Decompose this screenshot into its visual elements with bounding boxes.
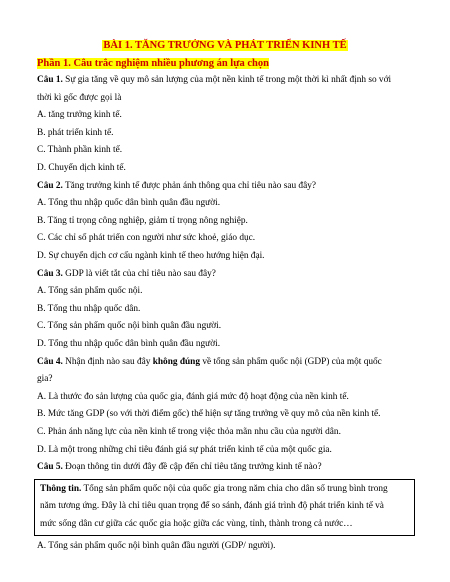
- question-1: [37, 74, 417, 86]
- question-5: [37, 461, 417, 473]
- question-label: Câu 1.: [37, 75, 63, 85]
- info-line-3: mức sống dân cư giữa các quốc gia hoặc giữa các vùng, tỉnh, thành trong cả nước…: [40, 519, 353, 529]
- option-c: C. Thành phần kinh tế.: [37, 145, 123, 155]
- question-text: Nhận định nào sau đây: [62, 357, 153, 367]
- question-text: GDP là viết tắt của chỉ tiêu nào sau đây?: [62, 269, 216, 279]
- option-a: A. Là thước đo sản lượng của quốc gia, đánh giá mức độ hoạt động của nền kinh tế.: [37, 392, 349, 402]
- question-2: [37, 180, 417, 192]
- question-emphasis: không đúng: [152, 357, 200, 367]
- option-c: C. Các chỉ số phát triển con người như sức khoẻ, giáo dục.: [37, 233, 256, 243]
- question-text: Tăng trưởng kinh tế được phản ánh thông qua chỉ tiêu nào sau đây?: [62, 181, 316, 191]
- option-a: A. Tổng sản phẩm quốc nội.: [37, 286, 143, 296]
- question-text: Đoạn thông tin dưới đây đề cập đến chỉ tiêu tăng trưởng kinh tế nào?: [62, 462, 322, 472]
- question-label: Câu 3.: [37, 269, 63, 279]
- question-label: Câu 2.: [37, 181, 63, 191]
- option-a: A. tăng trưởng kinh tế.: [37, 110, 122, 120]
- question-1-continuation: thời kì gốc được gọi là: [37, 93, 122, 103]
- question-4: [37, 356, 417, 368]
- question-3: [37, 268, 417, 280]
- info-line-2: năm tương ứng. Đây là chỉ tiêu quan trọng để so sánh, đánh giá trình độ phát triển kinh tế và: [40, 501, 384, 511]
- question-text: Sự gia tăng về quy mô sản lượng của một nền kinh tế trong một thời kì nhất định so với: [62, 75, 392, 85]
- option-a: A. Tổng sản phẩm quốc nội bình quân đầu người (GDP/ người).: [37, 541, 276, 551]
- option-b: B. Tổng thu nhập quốc dân.: [37, 304, 141, 314]
- question-label: Câu 5.: [37, 462, 63, 472]
- question-4-continuation: gia?: [37, 374, 53, 384]
- info-line-1: Thông tin. Tổng sản phẩm quốc nội của quốc gia trong năm chia cho dân số trung bình trong: [40, 484, 388, 494]
- option-c: C. Phản ánh năng lực của nền kinh tế trong việc thỏa mãn nhu cầu của người dân.: [37, 427, 341, 437]
- option-d: D. Là một trong những chỉ tiêu đánh giá sự phát triển kinh tế của một quốc gia.: [37, 445, 332, 455]
- option-c: C. Tổng sản phẩm quốc nội bình quân đầu người.: [37, 321, 222, 331]
- info-label: Thông tin.: [40, 484, 82, 494]
- option-d: D. Tổng thu nhập quốc dân bình quân đầu người.: [37, 339, 221, 349]
- question-label: Câu 4.: [37, 357, 63, 367]
- option-d: D. Chuyển dịch kinh tế.: [37, 163, 126, 173]
- section-heading: Phần 1. Câu trắc nghiệm nhiều phương án lựa chọn: [37, 58, 269, 69]
- option-b: B. Tăng tỉ trọng công nghiệp, giảm tỉ trọng nông nghiệp.: [37, 216, 248, 226]
- option-d: D. Sự chuyển dịch cơ cấu ngành kinh tế theo hướng hiện đại.: [37, 251, 265, 261]
- question-text-end: về tổng sản phẩm quốc nội (GDP) của một quốc: [200, 357, 382, 367]
- lesson-title: BÀI 1. TĂNG TRƯỞNG VÀ PHÁT TRIỂN KINH TẾ: [103, 40, 347, 51]
- option-b: B. phát triển kinh tế.: [37, 128, 114, 138]
- option-a: A. Tổng thu nhập quốc dân bình quân đầu người.: [37, 198, 221, 208]
- option-b: B. Mức tăng GDP (so với thời điểm gốc) thể hiện sự tăng trưởng về quy mô của nền kinh tế.: [37, 409, 381, 419]
